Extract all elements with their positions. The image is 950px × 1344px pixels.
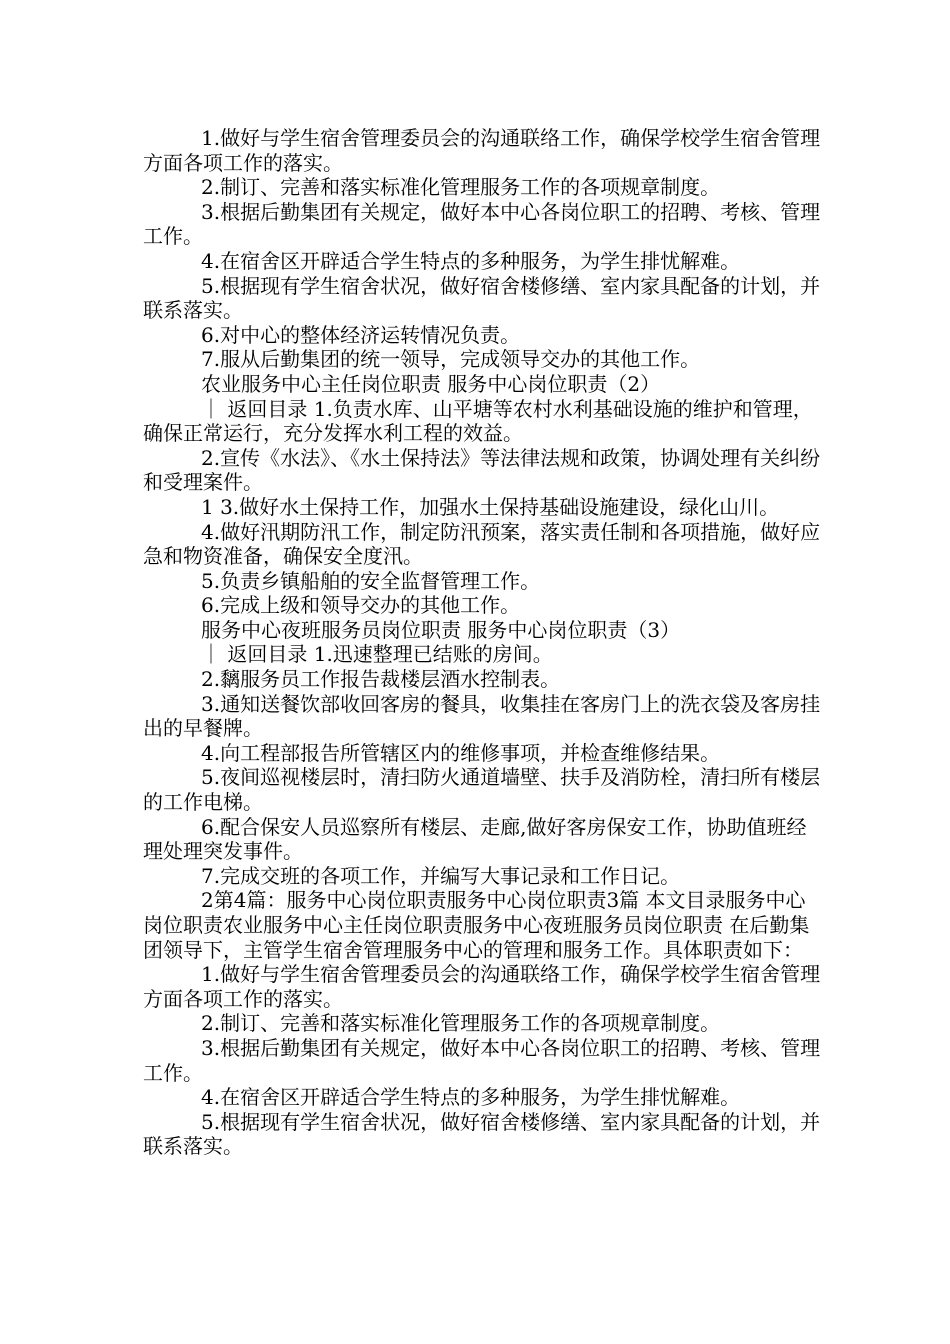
paragraph: 6.完成上级和领导交办的其他工作。 bbox=[201, 593, 521, 618]
paragraph: 1.做好与学生宿舍管理委员会的沟通联络工作，确保学校学生宿舍管理方面各项工作的落实。 bbox=[143, 126, 821, 175]
paragraph: 4.做好汛期防汛工作，制定防汛预案，落实责任制和各项措施，做好应急和物资准备，确保安全度汛。 bbox=[143, 519, 821, 569]
paragraph: 7.服从后勤集团的统一领导，完成领导交办的其他工作。 bbox=[201, 347, 701, 372]
section-heading: 服务中心夜班服务员岗位职责 服务中心岗位职责（3） bbox=[201, 617, 681, 642]
paragraph: 2.黐服务员工作报告裁楼层酒水控制表。 bbox=[201, 667, 561, 692]
paragraph: 3.根据后勤集团有关规定，做好本中心各岗位职工的招聘、考核、管理工作。 bbox=[143, 199, 821, 249]
paragraph: 4.在宿舍区开辟适合学生特点的多种服务，为学生排忧解难。 bbox=[201, 248, 741, 273]
paragraph: 4.在宿舍区开辟适合学生特点的多种服务，为学生排忧解难。 bbox=[201, 1085, 741, 1110]
document-body bbox=[143, 126, 823, 1159]
paragraph: ｜ 返回目录 1.迅速整理已结账的房间。 bbox=[201, 642, 553, 667]
paragraph: 5.根据现有学生宿舍状况，做好宿舍楼修缮、室内家具配备的计划，并联系落实。 bbox=[143, 1109, 821, 1159]
paragraph: 4.向工程部报告所管辖区内的维修事项，并检查维修结果。 bbox=[201, 740, 721, 765]
paragraph: 2.制订、完善和落实标准化管理服务工作的各项规章制度。 bbox=[201, 1011, 721, 1036]
paragraph: 3.通知送餐饮部收回客房的餐具，收集挂在客房门上的洗衣袋及客房挂出的早餐牌。 bbox=[143, 691, 821, 741]
paragraph: 7.完成交班的各项工作，并编写大事记录和工作日记。 bbox=[201, 863, 681, 888]
paragraph: 6.对中心的整体经济运转情况负责。 bbox=[201, 322, 521, 347]
paragraph: 2.制订、完善和落实标准化管理服务工作的各项规章制度。 bbox=[201, 175, 721, 200]
paragraph: 6.配合保安人员巡察所有楼层、走廊,做好客房保安工作，协助值班经理处理突发事件。 bbox=[143, 814, 807, 864]
paragraph: 3.根据后勤集团有关规定，做好本中心各岗位职工的招聘、考核、管理工作。 bbox=[143, 1035, 821, 1085]
section-heading: 农业服务中心主任岗位职责 服务中心岗位职责（2） bbox=[201, 371, 661, 396]
paragraph: 1 3.做好水土保持工作，加强水土保持基础设施建设，绿化山川。 bbox=[201, 494, 780, 519]
paragraph: 2.宣传《水法》、《水土保持法》等法律法规和政策，协调处理有关纠纷和受理案件。 bbox=[143, 445, 821, 495]
paragraph: 5.根据现有学生宿舍状况，做好宿舍楼修缮、室内家具配备的计划，并联系落实。 bbox=[143, 273, 821, 323]
paragraph: ｜ 返回目录 1.负责水库、山平塘等农村水利基础设施的维护和管理，确保正常运行，充分发挥水利工程的效益。 bbox=[143, 396, 813, 446]
paragraph: 5.夜间巡视楼层时，清扫防火通道墙壁、扶手及消防栓，清扫所有楼层的工作电梯。 bbox=[143, 765, 821, 815]
paragraph: 5.负责乡镇船舶的安全监督管理工作。 bbox=[201, 568, 541, 593]
paragraph: 1.做好与学生宿舍管理委员会的沟通联络工作，确保学校学生宿舍管理方面各项工作的落实。 bbox=[143, 962, 821, 1011]
paragraph: 2第4篇：服务中心岗位职责服务中心岗位职责3篇 本文目录服务中心岗位职责农业服务中心主任岗位职责服务中心夜班服务员岗位职责 在后勤集团领导下，主管学生宿舍管理服务中心的管理和服务工作。具体职责如下： bbox=[143, 888, 810, 962]
